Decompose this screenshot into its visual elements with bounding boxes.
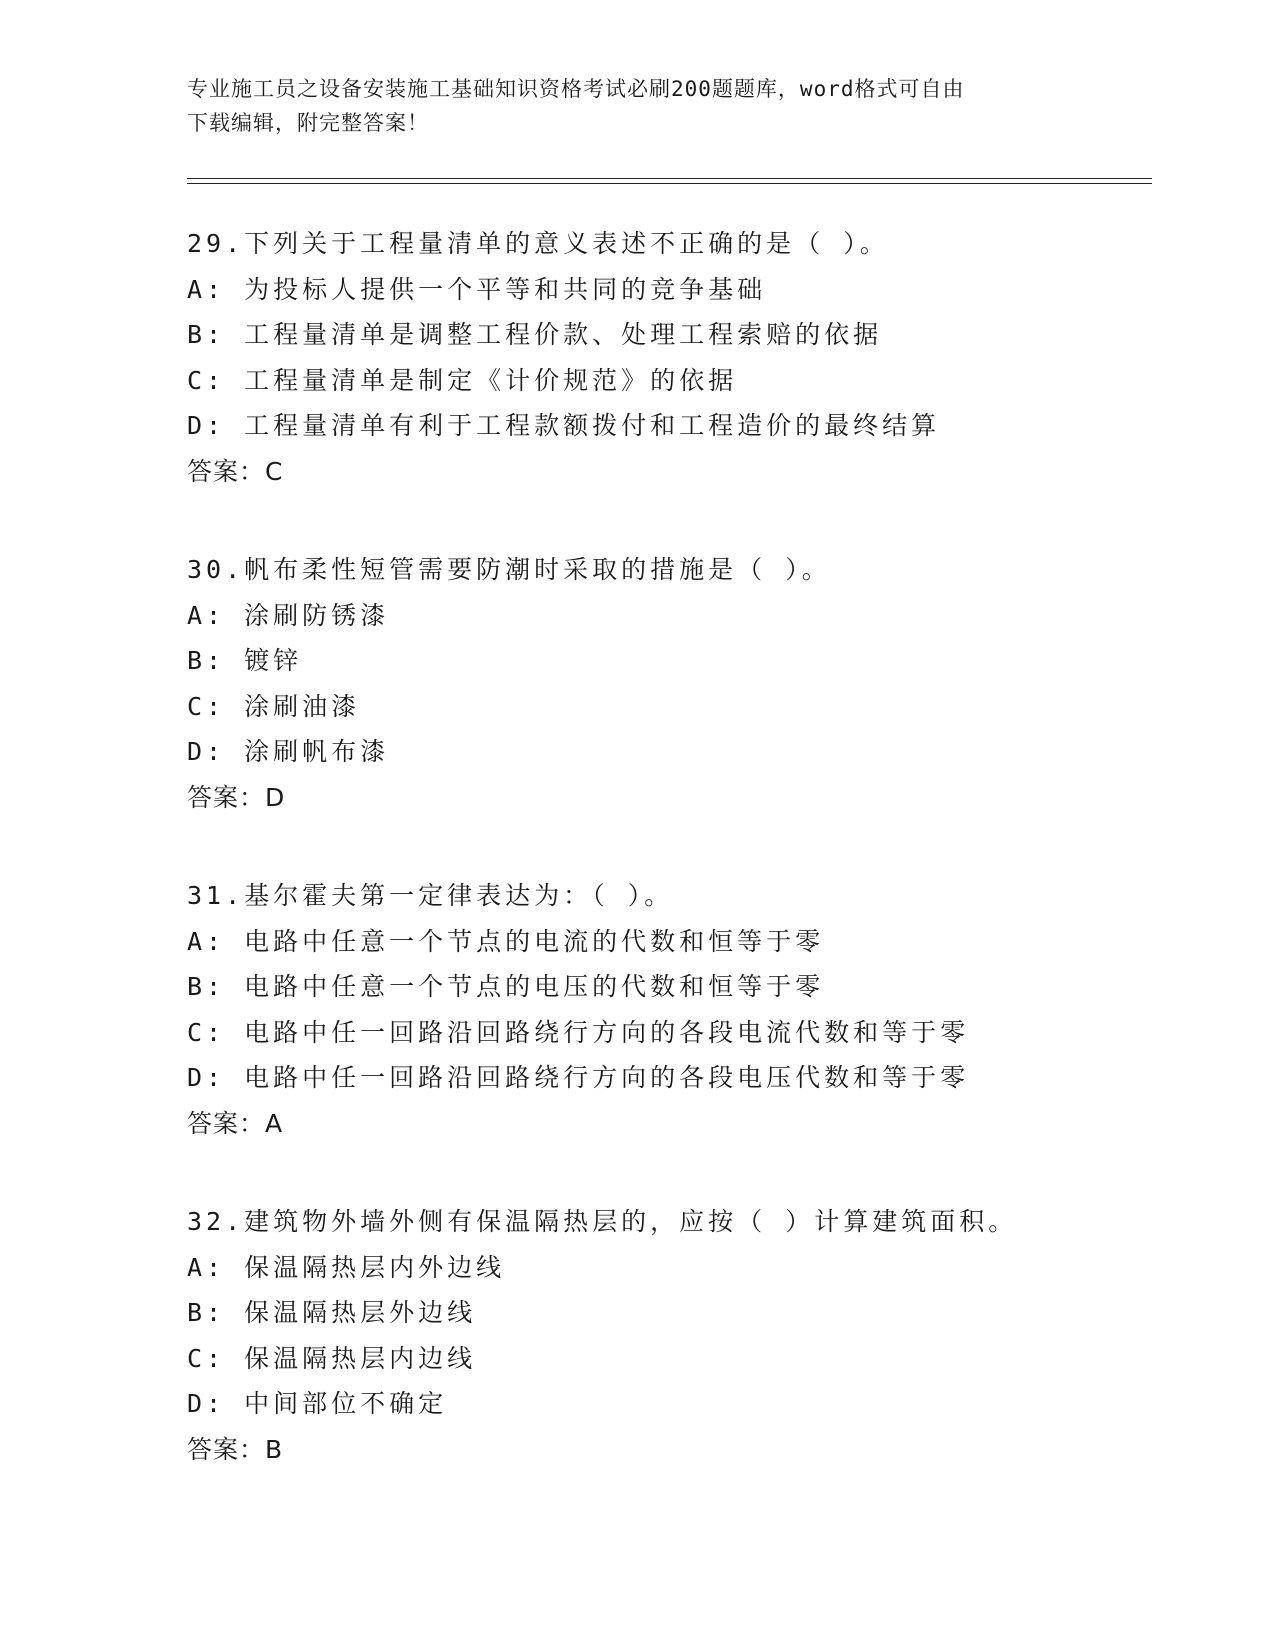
answer: 答案：C bbox=[187, 456, 284, 486]
option-a: A: 涂刷防锈漆 bbox=[187, 600, 390, 630]
header-divider-bottom bbox=[187, 183, 1152, 184]
option-c: C: 涂刷油漆 bbox=[187, 691, 361, 721]
question-29 bbox=[187, 221, 1147, 494]
header-line-2: 下载编辑，附完整答案！ bbox=[187, 111, 429, 135]
header-line-1: 专业施工员之设备安装施工基础知识资格考试必刷200题题库，word格式可自由 bbox=[187, 77, 965, 101]
option-a: A: 保温隔热层内外边线 bbox=[187, 1252, 506, 1282]
option-b: B: 保温隔热层外边线 bbox=[187, 1298, 477, 1327]
option-a: A: 为投标人提供一个平等和共同的竞争基础 bbox=[187, 274, 767, 304]
question-stem: 29.下列关于工程量清单的意义表述不正确的是（ ）。 bbox=[187, 229, 889, 258]
option-b: B: 镀锌 bbox=[187, 646, 303, 675]
question-stem: 32.建筑物外墙外侧有保温隔热层的，应按（ ）计算建筑面积。 bbox=[187, 1207, 1018, 1236]
option-b: B: 电路中任意一个节点的电压的代数和恒等于零 bbox=[187, 972, 825, 1001]
option-d: D: 电路中任一回路沿回路绕行方向的各段电压代数和等于零 bbox=[187, 1063, 970, 1092]
question-stem: 31.基尔霍夫第一定律表达为：（ ）。 bbox=[187, 881, 674, 910]
option-d: D: 工程量清单有利于工程款额拨付和工程造价的最终结算 bbox=[187, 411, 941, 440]
answer: 答案：B bbox=[187, 1434, 284, 1464]
option-c: C: 工程量清单是制定《计价规范》的依据 bbox=[187, 365, 738, 395]
question-32 bbox=[187, 1199, 1147, 1472]
header-divider-top bbox=[187, 178, 1152, 179]
option-d: D: 涂刷帆布漆 bbox=[187, 737, 390, 766]
answer: 答案：A bbox=[187, 1108, 284, 1138]
question-31 bbox=[187, 873, 1147, 1146]
answer: 答案：D bbox=[187, 782, 286, 812]
option-d: D: 中间部位不确定 bbox=[187, 1389, 448, 1418]
option-c: C: 电路中任一回路沿回路绕行方向的各段电流代数和等于零 bbox=[187, 1017, 970, 1047]
option-b: B: 工程量清单是调整工程价款、处理工程索赔的依据 bbox=[187, 320, 883, 349]
document-header bbox=[187, 72, 1087, 140]
question-stem: 30.帆布柔性短管需要防潮时采取的措施是（ ）。 bbox=[187, 555, 831, 584]
option-a: A: 电路中任意一个节点的电流的代数和恒等于零 bbox=[187, 926, 825, 956]
option-c: C: 保温隔热层内边线 bbox=[187, 1343, 477, 1373]
question-30 bbox=[187, 547, 1147, 820]
